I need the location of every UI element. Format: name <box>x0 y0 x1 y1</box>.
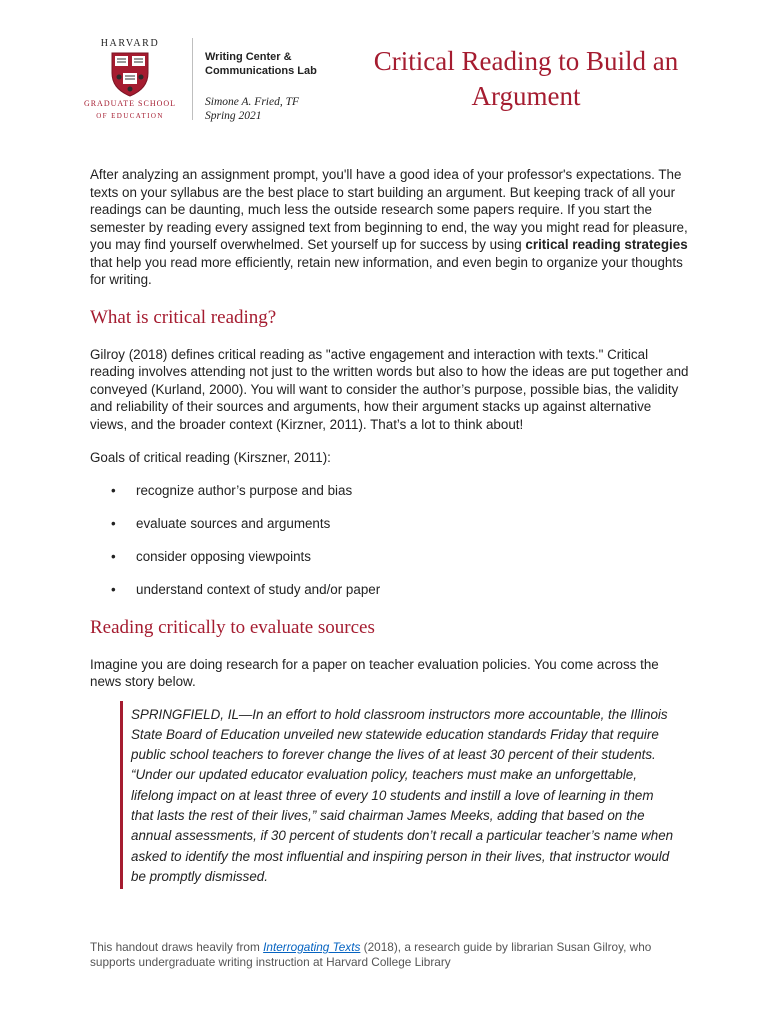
goals-list <box>90 482 690 614</box>
page-title-line2: Argument <box>471 81 581 111</box>
bullet-icon: • <box>111 581 116 597</box>
goals-intro: Goals of critical reading (Kirszner, 2011): <box>90 450 331 465</box>
list-item <box>90 548 690 581</box>
news-quote: SPRINGFIELD, IL—In an effort to hold classroom instructors more accountable, the Illinois State Board of Education unveiled new statewide education standards Friday that require public school teachers to forever change the lives of at least 30 percent of their students. “Under our updated educator evaluation policy, teachers must make an unforgettable, lifelong impact on at least three of every 10 students and instill a love of learning in them that lasts the rest of their lives,” said chairman James Meeks, adding that based on the annual assessments, if 30 percent of students don’t recall a particular teacher’s name when asked to identify the most influential and inspiring person in their lives, that instructor would be promptly dismissed. <box>120 701 676 890</box>
term: Spring 2021 <box>205 110 262 122</box>
intro-paragraph <box>90 166 690 289</box>
page-title <box>354 44 698 114</box>
interrogating-texts-link[interactable]: Interrogating Texts <box>263 940 361 954</box>
list-item <box>90 515 690 548</box>
author-block <box>205 95 299 123</box>
footnote-text-start: This handout draws heavily from <box>90 940 264 954</box>
footnote <box>90 940 690 970</box>
intro-text-start: After analyzing an assignment prompt, you'll have a good idea of your professor's expectations. The texts on your syllabus are the best place to start building an argument. But keeping track of all your readings can be daunting, much less the outside research some papers require. If you start the semester by reading every assigned text from beginning to end, the way you might read for pleasure, you may find yourself overwhelmed. Set yourself up for success by using <box>90 167 688 252</box>
section-heading-critical-reading: What is critical reading? <box>90 306 277 328</box>
goal-text: evaluate sources and arguments <box>136 515 331 531</box>
bullet-icon: • <box>111 482 116 498</box>
logo-school-line2: OF EDUCATION <box>96 112 164 120</box>
logo-wordmark: HARVARD <box>100 38 160 49</box>
list-item <box>90 581 690 614</box>
page-header <box>0 0 768 130</box>
goal-text: consider opposing viewpoints <box>136 548 311 564</box>
lab-name <box>205 50 317 78</box>
harvard-shield-icon <box>110 51 150 97</box>
lab-name-line2: Communications Lab <box>205 65 317 77</box>
page-title-line1: Critical Reading to Build an <box>373 46 679 76</box>
author-name: Simone A. Fried, TF <box>205 96 300 108</box>
header-divider <box>192 38 193 120</box>
bullet-icon: • <box>111 548 116 564</box>
goal-text: recognize author’s purpose and bias <box>136 482 353 498</box>
main-content <box>90 166 690 889</box>
hgse-logo <box>78 38 182 121</box>
evaluate-sources-paragraph: Imagine you are doing research for a paper on teacher evaluation policies. You come across the news story below. <box>90 656 659 689</box>
list-item <box>90 482 690 515</box>
critical-reading-paragraph: Gilroy (2018) defines critical reading as "active engagement and interaction with texts." Critical reading involves attending not just to the written words but also to how the ideas are put together and conveyed (Kurland, 2000). You will want to consider the author’s purpose, possible bias, the validity and reliability of their sources and arguments, how their argument stacks up against alternative views, and the broader context (Kirzner, 2011). That’s a lot to think about! <box>90 346 689 432</box>
bullet-icon: • <box>111 515 116 531</box>
intro-text-end: that help you read more efficiently, retain new information, and even begin to organize your thoughts for writing. <box>90 254 683 287</box>
goal-text: understand context of study and/or paper <box>136 581 381 597</box>
logo-school-line1: GRADUATE SCHOOL <box>83 99 177 108</box>
lab-name-line1: Writing Center & <box>205 51 292 63</box>
intro-bold-term: critical reading strategies <box>525 237 688 252</box>
footnote-text-end: (2018), a research guide by librarian Susan Gilroy, who supports undergraduate writing instruction at Harvard College Library <box>90 940 652 969</box>
section-heading-evaluate-sources: Reading critically to evaluate sources <box>90 616 375 638</box>
